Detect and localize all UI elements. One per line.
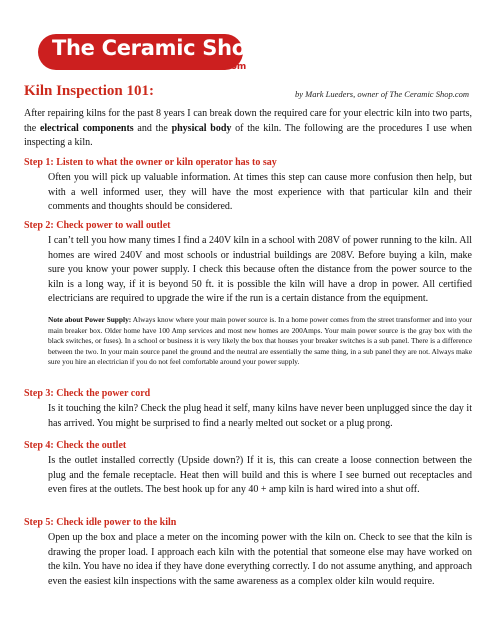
step-2-heading: Step 2: Check power to wall outlet (24, 220, 171, 231)
intro-bold-2: physical body (171, 122, 232, 134)
logo-name: The Ceramic Shop (52, 36, 261, 60)
step-4-body: Is the outlet installed correctly (Upside down?) If it is, this can create a loose connection between the plug and the female receptacle. Heat then will build and this is where I see burned out receptacles and even fires at the outlets. The best hook up for any 40 + amp kiln is hard wired into a shut off. (48, 455, 472, 495)
article-title: Kiln Inspection 101: (24, 83, 155, 99)
step-3-body: Is it touching the kiln? Check the plug head it self, many kilns have never been unplugged since the day it has arrived. You might be surprised to find a nearly melted out socket or a plug prong. (48, 403, 472, 429)
step-5-body: Open up the box and place a meter on the incoming power with the kiln on. Check to see that the kiln is drawing the proper load. I approach each kiln with the potential that someone else may have worked on the kiln. You have no idea if they have done everything correctly. I do not assume anything, and approach even the easiest kiln inspections with the same awareness as a complex older kiln would require. (48, 532, 472, 587)
step-5-heading: Step 5: Check idle power to the kiln (24, 517, 177, 528)
step-3-heading: Step 3: Check the power cord (24, 388, 151, 399)
step-2-body: I can’t tell you how many times I find a 240V kiln in a school with 208V of power running to the kiln. All homes are wired 240V and most schools or industrial buildings are 208V. Before buying a kiln, make sure you know your power supply. I check this because often the distance from the power source to the kiln is a long way, if it is beyond 50 ft. it is possible the kiln will have a drop in power. All certified electricians are required to upgrade the wire if the run is a certain distance from the equipment. (48, 235, 472, 304)
step-1-heading: Step 1: Listen to what the owner or kiln operator has to say (24, 157, 277, 168)
note-text: Always know where your main power source is. In a home power comes from the street transformer and into your main breaker box. Older home have 100 Amp services and most new homes are 200Amps. Your main power source is the gray box with the black switches, or fuses). In a school or business it is very likely the box that houses your breaker switches is a sub panel. There is a difference between the two. In your main source panel the ground and the neutral are essentially the same thing, in a sub panel they are not. Always make sure you hire an electrician if you do not feel comfortable around your power supply. (48, 315, 473, 367)
logo-suffix: .com (222, 62, 247, 72)
intro-text-3: of the kiln. The following are the procedures I use when inspecting a kiln. (24, 122, 473, 148)
intro-text-1: After repairing kilns for the past 8 years I can break down the required care for your electric kiln into two parts, the (24, 108, 472, 134)
article-byline: by Mark Lueders, owner of The Ceramic Shop.com (295, 89, 469, 99)
step-4-heading: Step 4: Check the outlet (24, 440, 127, 451)
step-1-body: Often you will pick up valuable information. At times this step can cause more confusion then help, but with a well informed user, they will have the most experience with that particular kiln and their comments and thoughts should be considered. (48, 172, 472, 212)
power-supply-note (48, 315, 472, 368)
intro-text-2: and the (133, 122, 172, 134)
intro-bold-1: electrical components (39, 122, 134, 134)
ceramic-shop-logo (38, 28, 261, 76)
intro-paragraph (24, 107, 472, 151)
note-label: Note about Power Supply: (48, 315, 132, 324)
